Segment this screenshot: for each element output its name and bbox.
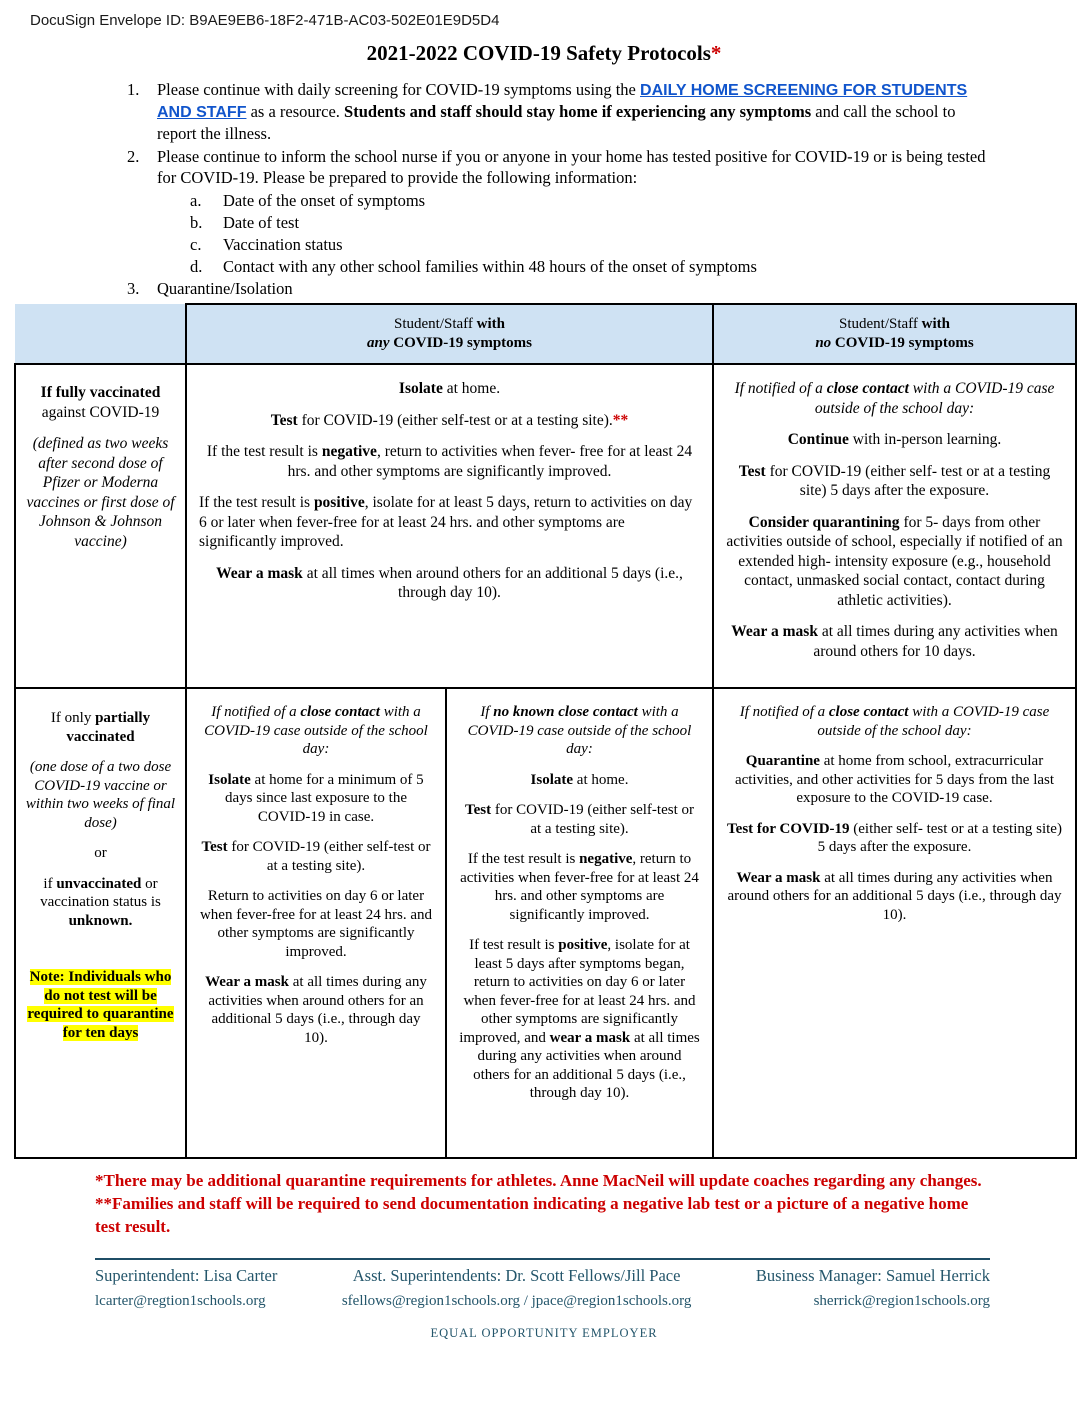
sub-marker-b: b. [190, 213, 203, 232]
list-item-2-text: Please continue to inform the school nurse if you or anyone in your home has tested positive for COVID-19 or is being tested for COVID-19. Please be prepared to provide the following information: [157, 147, 986, 187]
equal-opportunity-employer: EQUAL OPPORTUNITY EMPLOYER [430, 1326, 658, 1340]
cell-fully-vaccinated-label: If fully vaccinated against COVID-19 (defined as two weeks after second dose of Pfizer or Moderna vaccines or first dose of Johnson & Johnson vaccine) [15, 364, 186, 688]
cell-partial-close-contact: If notified of a close contact with a COVID-19 case outside of the school day: Isolate at home for a minimum of 5 days since last exposure to the COVID-19 in case. Test for COVID-19 (either self-test or at a testing site). Return to activities on day 6 or later when fever-free for at least 24 hrs. and other symptoms are significantly improved. Wear a mask at all times during any activities when around others for an additional 5 days (i.e., through day 10). [186, 688, 446, 1158]
footer-business-manager [756, 1266, 990, 1310]
sub-item-d-text: Contact with any other school families within 48 hours of the onset of symptoms [223, 257, 757, 276]
cell-fully-vaccinated-no-symptoms: If notified of a close contact with a COVID-19 case outside of the school day: Continue with in-person learning. Test for COVID-19 (either self- test or at a testing site) 5 days after the exposure. Consider quarantining for 5- days from other activities outside of school, especially if notified of an extended high- intensity exposure (e.g., household contact, unmasked social contact, contact during athletic activities). Wear a mask at all times during any activities when around others for 10 days. [713, 364, 1076, 688]
sub-item-d [190, 256, 993, 277]
list-item-1-text: Please continue with daily screening for COVID-19 symptoms using the DAILY HOME SCREENING FOR STUDENTS AND STAFF as a resource. Students and staff should stay home if experiencing any symptoms and call the school to report the illness. [157, 80, 968, 143]
list-item-1 [127, 79, 993, 144]
sub-item-a [190, 190, 993, 211]
cell-partial-no-symptoms: If notified of a close contact with a COVID-19 case outside of the school day: Quarantine at home from school, extracurricular activities, and other activities for 5 days from the last exposure to the COVID-19 case. Test for COVID-19 (either self- test or at a testing site) 5 days after the exposure. Wear a mask at all times during any activities when around others for an additional 5 days (i.e., through day 10). [713, 688, 1076, 1158]
list-marker-3: 3. [127, 279, 140, 298]
header-no-symptoms: Student/Staff with no COVID-19 symptoms [713, 304, 1076, 364]
sub-marker-c: c. [190, 235, 202, 254]
footer-superintendent [95, 1266, 277, 1310]
cell-partially-vaccinated-label: If only partially vaccinated (one dose of a two dose COVID-19 vaccine or within two weeks of final dose) or if unvaccinated or vaccination status is unknown. Note: Individuals who do not test will be required to quarantine for ten days [15, 688, 186, 1158]
footer-contacts [95, 1266, 990, 1310]
footnotes: *There may be additional quarantine requirements for athletes. Anne MacNeil will update coaches regarding any changes. **Families and staff will be required to send documentation indicating a negative lab test or a picture of a negative home test result. [95, 1171, 982, 1236]
sub-marker-a: a. [190, 191, 202, 210]
daily-home-screening-link[interactable]: DAILY HOME SCREENING FOR STUDENTS AND STAFF [157, 82, 968, 121]
sub-item-b [190, 212, 993, 233]
sub-marker-d: d. [190, 257, 203, 276]
protocol-list [127, 79, 993, 299]
business-manager-email: sherrick@region1schools.org [813, 1293, 990, 1309]
list-marker-1: 1. [127, 80, 140, 99]
list-item-3 [127, 278, 993, 299]
asst-superintendents-email: sfellows@region1schools.org / jpace@region1schools.org [341, 1293, 692, 1309]
cell-fully-vaccinated-any-symptoms: Isolate at home. Test for COVID-19 (either self-test or at a testing site).** If the test result is negative, return to activities when fever- free for at least 24 hrs. and other symptoms are significantly improved. If the test result is positive, isolate for at least 5 days, return to activities on day 6 or later when fever-free for at least 24 hrs. and other symptoms are significantly improved. Wear a mask at all times when around others for an additional 5 days (i.e., through day 10). [186, 364, 713, 688]
sub-item-c-text: Vaccination status [223, 235, 343, 254]
superintendent-email: lcarter@regtion1schools.org [95, 1293, 266, 1309]
table-header-spacer [15, 304, 186, 364]
footer-asst-superintendents [342, 1266, 692, 1310]
sub-item-c [190, 234, 993, 255]
sub-item-a-text: Date of the onset of symptoms [223, 191, 426, 210]
business-manager-name: Business Manager: Samuel Herrick [755, 1266, 990, 1285]
asst-superintendents-name: Asst. Superintendents: Dr. Scott Fellows/Jill Pace [352, 1266, 681, 1285]
header-any-symptoms: Student/Staff with any COVID-19 symptoms [186, 304, 713, 364]
list-marker-2: 2. [127, 147, 140, 166]
cell-partial-no-known-contact: If no known close contact with a COVID-19 case outside of the school day: Isolate at home. Test for COVID-19 (either self-test or at a testing site). If the test result is negative, return to activities when fever-free for at least 24 hrs. and other symptoms are significantly improved. If test result is positive, isolate for at least 5 days after symptoms began, return to activities on day 6 or later when fever-free for at least 24 hrs. and other symptoms are significantly improved, and wear a mask at all times during any activities when around others for an additional 5 days (i.e., through day 10). [446, 688, 713, 1158]
list-item-3-text: Quarantine/Isolation [157, 279, 293, 298]
docusign-envelope-id: DocuSign Envelope ID: B9AE9EB6-18F2-471B-AC03-502E01E9D5D4 [30, 12, 500, 29]
protocol-table [14, 303, 1077, 1159]
page-title [0, 41, 1088, 66]
title-asterisk: * [710, 41, 722, 65]
list-item-2 [127, 146, 993, 188]
superintendent-name: Superintendent: Lisa Carter [95, 1266, 278, 1285]
page-title-text: 2021-2022 COVID-19 Safety Protocols [366, 41, 711, 65]
footer-divider [95, 1258, 990, 1260]
sub-item-b-text: Date of test [223, 213, 300, 232]
